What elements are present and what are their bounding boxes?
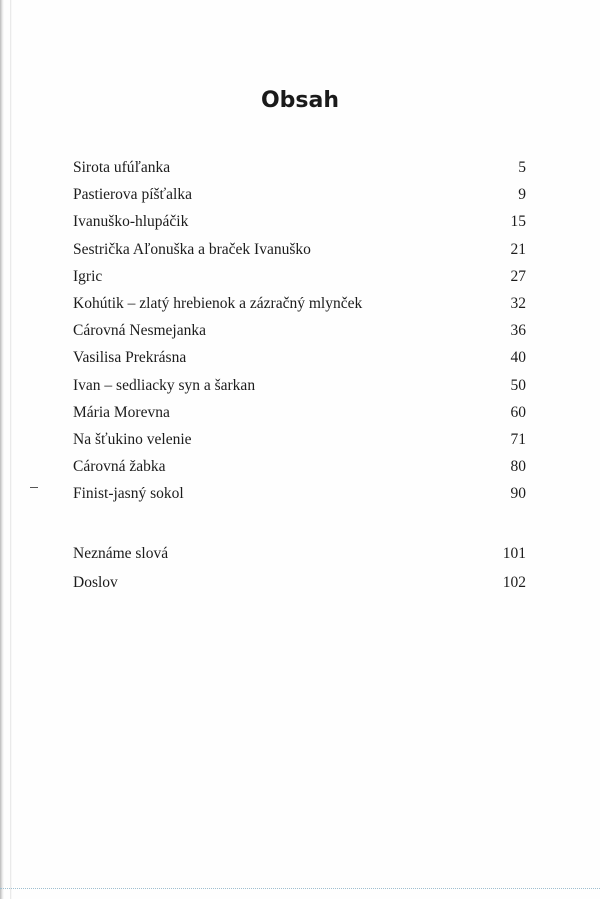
toc-entry-page: 90 <box>510 485 526 503</box>
toc-entry-title: Cárovná Nesmejanka <box>73 322 206 340</box>
toc-entry <box>73 158 526 185</box>
toc-entry-page: 21 <box>510 240 526 258</box>
toc-entry <box>73 484 526 511</box>
toc-entry <box>73 457 526 484</box>
toc-entry-title: Na šťukino velenie <box>73 430 192 448</box>
appendix-list <box>73 544 526 602</box>
toc-entry <box>73 376 526 403</box>
toc-entry-page: 9 <box>518 186 526 204</box>
toc-entry-title: Cárovná žabka <box>73 458 166 476</box>
toc-entry <box>73 185 526 212</box>
toc-entry <box>73 267 526 294</box>
toc-entry-page: 60 <box>510 403 526 421</box>
toc-entry <box>73 403 526 430</box>
toc-entry-page: 80 <box>510 458 526 476</box>
toc-entry-title: Doslov <box>73 574 118 591</box>
toc-entry <box>73 430 526 457</box>
toc-entry-title: Ivanuško-hlupáčik <box>73 213 189 231</box>
toc-entry-page: 5 <box>518 159 526 176</box>
toc-entry <box>73 212 526 239</box>
toc-entry-title: Sirota ufúľanka <box>73 159 171 176</box>
page-title: Obsah <box>260 88 340 113</box>
toc-entry-page: 27 <box>510 267 526 285</box>
toc-entry <box>73 321 526 348</box>
toc-entry-page: 101 <box>502 545 526 562</box>
page-binding-shadow <box>10 0 12 899</box>
toc-entry-title: Pastierova píšťalka <box>73 186 192 204</box>
toc-entry <box>73 573 526 602</box>
toc-entry-title: Kohútik – zlatý hrebienok a zázračný mlynček <box>73 294 363 312</box>
toc-entry <box>73 544 526 573</box>
toc-entry-title: Ivan – sedliacky syn a šarkan <box>73 376 256 394</box>
toc-entry-title: Finist-jasný sokol <box>73 485 184 503</box>
toc-entry <box>73 240 526 267</box>
toc-entry-page: 50 <box>510 376 526 394</box>
toc-entry-page: 32 <box>510 294 526 312</box>
toc-entry-title: Igric <box>73 267 103 285</box>
toc-entry <box>73 348 526 375</box>
toc-entry-title: Vasilisa Prekrásna <box>73 349 187 367</box>
toc-entry-title: Neznáme slová <box>73 545 169 562</box>
toc-entry <box>73 294 526 321</box>
toc-entry-title: Mária Morevna <box>73 403 170 421</box>
toc-entry-page: 36 <box>510 322 526 340</box>
margin-mark <box>30 487 38 488</box>
toc-entry-page: 102 <box>502 574 526 591</box>
table-of-contents <box>73 158 526 511</box>
toc-entry-page: 15 <box>510 213 526 231</box>
page-binding-edge <box>0 0 4 899</box>
toc-entry-page: 40 <box>510 349 526 367</box>
toc-entry-title: Sestrička Aľonuška a braček Ivanuško <box>73 240 311 258</box>
toc-entry-page: 71 <box>510 430 526 448</box>
page-bottom-edge <box>0 888 600 889</box>
